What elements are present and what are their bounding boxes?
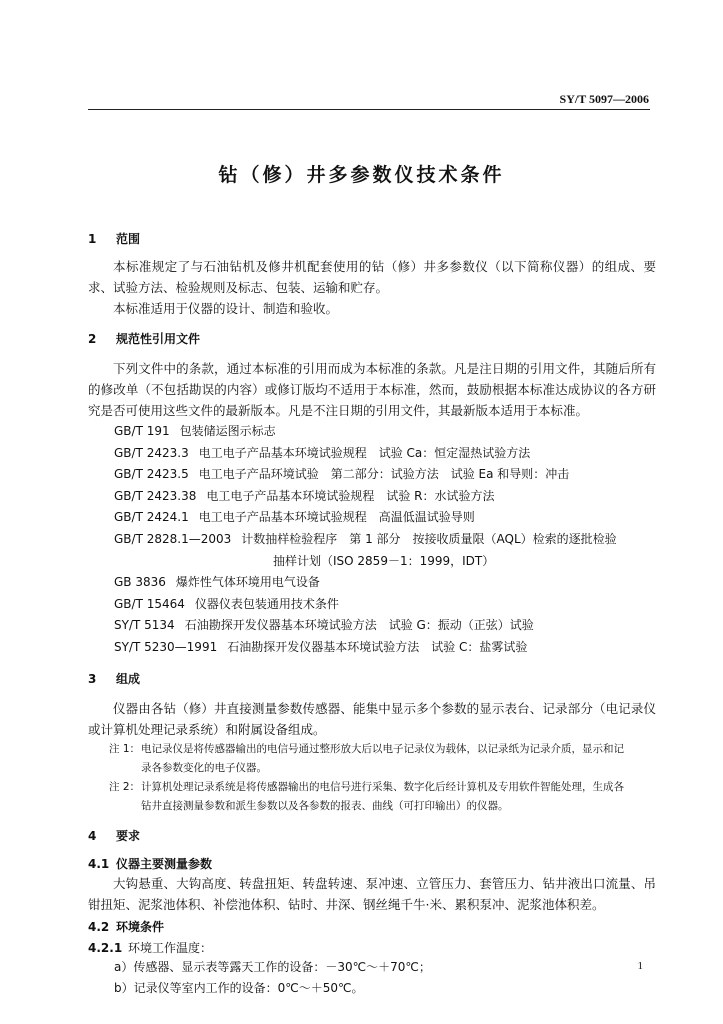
reference-code: GB/T 2424.1 — [114, 510, 189, 525]
section-title: 要求 — [116, 828, 141, 843]
section-number: 3 — [88, 671, 97, 686]
reference-code: GB/T 15464 — [114, 596, 185, 611]
paragraph: 仪器由各钻（修）井直接测量参数传感器、能集中显示多个参数的显示表台、记录部分（电记录仪或计算机处理记录系统）和附属设备组成。 — [88, 700, 656, 737]
reference-item — [88, 529, 656, 551]
reference-code: GB 3836 — [114, 575, 166, 590]
subsection-number: 4.2 — [88, 919, 110, 934]
subsection-title: 环境工作温度： — [128, 940, 213, 955]
section-number: 4 — [88, 828, 97, 843]
note — [88, 740, 656, 759]
reference-continuation: 抽样计划（ISO 2859－1：1999，IDT） — [273, 553, 495, 568]
reference-code: SY/T 5134 — [114, 618, 175, 633]
reference-title: 石油勘探开发仪器基本环境试验方法 试验 G：振动（正弦）试验 — [184, 618, 534, 633]
paragraph: 大钩悬重、大钩高度、转盘扭矩、转盘转速、泵冲速、立管压力、套管压力、钻井液出口流量、吊钳扭矩、泥浆池体积、补偿池体积、钻时、井深、钢丝绳千牛·米、累积泵冲、泥浆池体积差。 — [88, 875, 656, 912]
document-body — [88, 230, 656, 999]
reference-code: GB/T 2423.38 — [114, 488, 197, 503]
subsection-title: 环境条件 — [116, 919, 165, 934]
reference-item — [88, 637, 656, 659]
section-title: 组成 — [116, 671, 141, 686]
reference-list — [88, 421, 656, 659]
list-item: b）记录仪等室内工作的设备：0℃～＋50℃。 — [114, 980, 364, 995]
section-heading-requirements — [88, 827, 656, 845]
reference-code: GB/T 2828.1—2003 — [114, 531, 232, 546]
section-title: 规范性引用文件 — [116, 332, 201, 346]
reference-title: 电工电子产品基本环境试验规程 试验 Ca：恒定湿热试验方法 — [198, 445, 531, 460]
subsection-heading-environment — [88, 918, 656, 936]
section-number: 1 — [88, 232, 97, 246]
note-text: 计算机处理记录系统是将传感器输出的电信号进行采集、数字化后经计算机及专用软件智能处理，生成各 — [141, 780, 624, 793]
subsection-heading-measured-parameters — [88, 855, 656, 873]
note — [88, 778, 656, 797]
reference-code: GB/T 2423.3 — [114, 445, 189, 460]
list-item: a）传感器、显示表等露天工作的设备：－30℃～＋70℃； — [114, 959, 431, 974]
subsection-number: 4.2.1 — [88, 940, 123, 955]
paragraph: 下列文件中的条款，通过本标准的引用而成为本标准的条款。凡是注日期的引用文件，其随后所有的修改单（不包括勘误的内容）或修订版均不适用于本标准，然而，鼓励根据本标准达成协议的各方研究是否可使用这些文件的最新版本。凡是不注日期的引用文件，其最新版本适用于本标准。 — [88, 361, 656, 418]
section-heading-scope — [88, 230, 656, 248]
reference-title: 石油勘探开发仪器基本环境试验方法 试验 C：盐雾试验 — [227, 639, 528, 654]
reference-item — [88, 464, 656, 486]
reference-title: 电工电子产品环境试验 第二部分：试验方法 试验 Ea 和导则：冲击 — [198, 467, 570, 482]
reference-title: 电工电子产品基本环境试验规程 高温低温试验导则 — [198, 510, 475, 525]
reference-title: 电工电子产品基本环境试验规程 试验 R：水试验方法 — [206, 488, 495, 503]
reference-title: 仪器仪表包装通用技术条件 — [194, 596, 339, 611]
note-text: 电记录仪是将传感器输出的电信号通过整形放大后以电子记录仪为载体，以记录纸为记录介质，显示和记 — [141, 742, 624, 755]
reference-item — [88, 443, 656, 465]
reference-item — [88, 594, 656, 616]
page-number: 1 — [637, 960, 643, 972]
reference-item — [88, 421, 656, 443]
reference-item — [88, 507, 656, 529]
subsection-heading-temperature — [88, 939, 656, 957]
note-label: 注 2： — [109, 780, 141, 793]
note-label: 注 1： — [109, 742, 141, 755]
reference-item — [88, 615, 656, 637]
paragraph: 本标准适用于仪器的设计、制造和验收。 — [113, 301, 339, 316]
document-title: 钻（修）井多参数仪技术条件 — [218, 164, 505, 186]
standard-code: SY/T 5097—2006 — [559, 92, 649, 106]
section-heading-composition — [88, 670, 656, 688]
section-number: 2 — [88, 332, 97, 346]
reference-code: GB/T 2423.5 — [114, 467, 189, 482]
reference-title: 爆炸性气体环境用电气设备 — [175, 575, 320, 590]
reference-title: 包装储运图示标志 — [179, 424, 276, 438]
note-continuation: 钻井直接测量参数和派生参数以及各参数的报表、曲线（可打印输出）的仪器。 — [141, 799, 509, 812]
paragraph: 本标准规定了与石油钻机及修井机配套使用的钻（修）井多参数仪（以下简称仪器）的组成、要求、试验方法、检验规则及标志、包装、运输和贮存。 — [88, 259, 656, 295]
reference-code: SY/T 5230—1991 — [114, 639, 218, 654]
reference-title: 计数抽样检验程序 第 1 部分 按接收质量限（AQL）检索的逐批检验 — [241, 531, 617, 546]
reference-item — [88, 486, 656, 508]
section-heading-normative-references — [88, 330, 656, 348]
note-continuation: 录各参数变化的电子仪器。 — [141, 761, 267, 774]
header-rule — [88, 109, 650, 110]
reference-item — [88, 572, 656, 594]
subsection-title: 仪器主要测量参数 — [116, 856, 213, 871]
reference-code: GB/T 191 — [114, 424, 170, 438]
subsection-number: 4.1 — [88, 856, 110, 871]
section-title: 范围 — [116, 232, 141, 246]
